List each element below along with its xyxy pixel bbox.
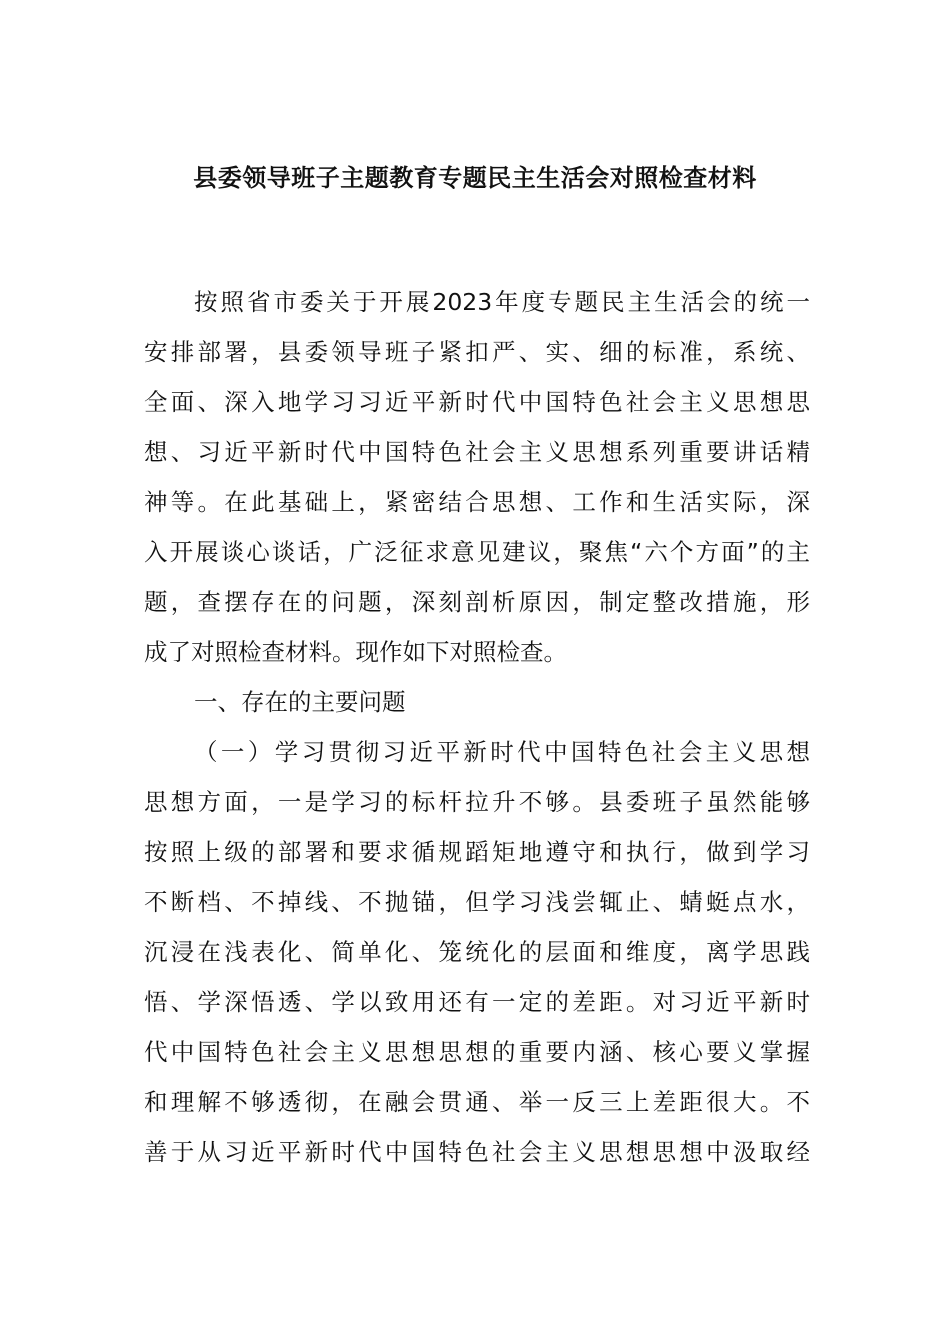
paragraph-line: 安排部署，县委领导班子紧扣严、实、细的标准，系统、 xyxy=(144,338,810,366)
paragraph-line: 善于从习近平新时代中国特色社会主义思想思想中汲取经 xyxy=(144,1138,810,1166)
paragraph-line: 按照省市委关于开展2023年度专题民主生活会的统一 xyxy=(194,288,810,316)
paragraph-line: 入开展谈心谈话，广泛征求意见建议，聚焦“六个方面”的主 xyxy=(144,538,810,566)
paragraph-line: 和理解不够透彻，在融会贯通、举一反三上差距很大。不 xyxy=(144,1088,810,1116)
paragraph-line: 代中国特色社会主义思想思想的重要内涵、核心要义掌握 xyxy=(144,1038,810,1066)
paragraph-line: 沉浸在浅表化、简单化、笼统化的层面和维度，离学思践 xyxy=(144,938,810,966)
paragraph-line: 思想方面，一是学习的标杆拉升不够。县委班子虽然能够 xyxy=(144,788,810,816)
paragraph-line: 按照上级的部署和要求循规蹈矩地遵守和执行，做到学习 xyxy=(144,838,810,866)
document-body xyxy=(144,280,810,1180)
paragraph-line: 成了对照检查材料。现作如下对照检查。 xyxy=(144,638,567,666)
section-heading: 一、存在的主要问题 xyxy=(194,688,406,716)
paragraph-line: 全面、深入地学习习近平新时代中国特色社会主义思想思 xyxy=(144,388,810,416)
paragraph-line: 神等。在此基础上，紧密结合思想、工作和生活实际，深 xyxy=(144,488,810,516)
paragraph-line: 悟、学深悟透、学以致用还有一定的差距。对习近平新时 xyxy=(144,988,810,1016)
paragraph-line: 题，查摆存在的问题，深刻剖析原因，制定整改措施，形 xyxy=(144,588,810,616)
paragraph-line: 想、习近平新时代中国特色社会主义思想系列重要讲话精 xyxy=(144,438,810,466)
paragraph-line: （一）学习贯彻习近平新时代中国特色社会主义思想 xyxy=(194,738,810,766)
paragraph-line: 不断档、不掉线、不抛锚，但学习浅尝辄止、蜻蜓点水， xyxy=(144,888,810,916)
document-title: 县委领导班子主题教育专题民主生活会对照检查材料 xyxy=(193,164,757,192)
